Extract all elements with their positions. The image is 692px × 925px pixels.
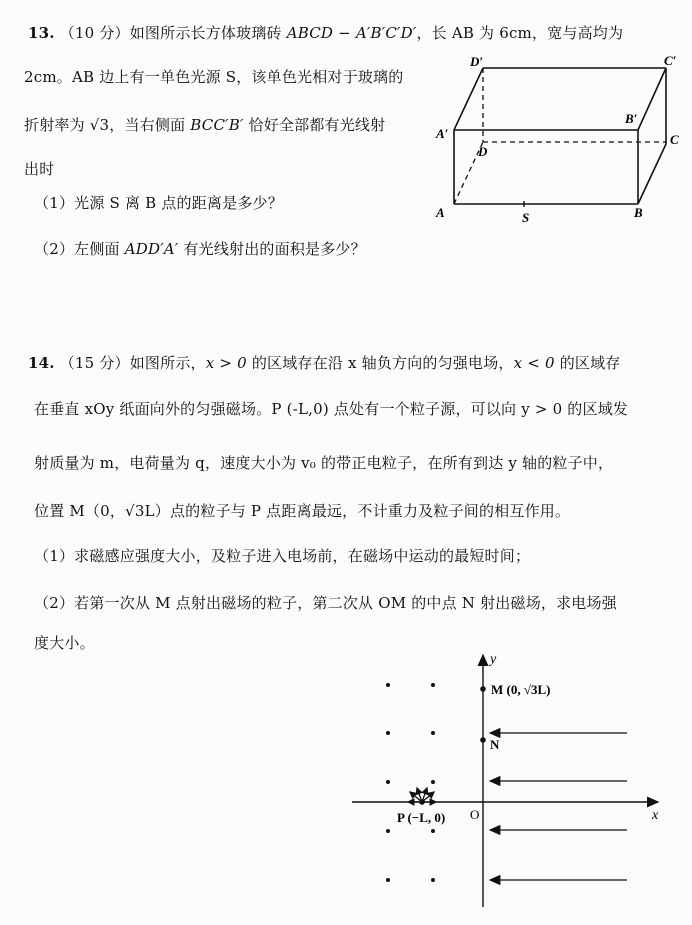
origin-label: O (470, 807, 480, 822)
q14-line4-a: 位置 M（0， (34, 502, 126, 520)
q14-line1-c: 的区域存 (554, 354, 621, 372)
q13-line-1 (28, 22, 623, 43)
q14-line-3: 射质量为 m，电荷量为 q，速度大小为 v₀ 的带正电粒子，在所有到达 y 轴的粒子中， (34, 454, 614, 472)
q13-sqrt3: √3 (89, 116, 110, 134)
label-C1: C′ (664, 53, 677, 68)
q14-line4-sqrt: √3 (125, 502, 145, 520)
edge-A1D1 (454, 68, 483, 130)
q13-line3-suffix: 恰好全部都有光线射 (243, 116, 386, 134)
b-field-dot (431, 878, 435, 882)
q13-line-3 (24, 114, 385, 135)
q14-line-4 (34, 500, 570, 521)
q13-face-left: ADD′A′ (124, 240, 179, 258)
label-B: B (634, 205, 643, 220)
q13-line3-prefix: 折射率为 (24, 116, 90, 134)
point-N-label: N (490, 737, 500, 752)
field-figure (340, 645, 670, 920)
q13-part-1: （1）光源 S 离 B 点的距离是多少？ (34, 194, 283, 212)
q14-cond2: x < 0 (513, 354, 555, 372)
q14-part-1: （1）求磁感应强度大小，及粒子进入电场前，在磁场中运动的最短时间； (34, 547, 531, 565)
label-C: C (670, 132, 679, 147)
q14-part-2b: 度大小。 (34, 634, 95, 652)
point-N (480, 737, 486, 743)
q13-stem-suffix: ，长 AB 为 6cm，宽与高均为 (416, 24, 624, 42)
q14-line-2: 在垂直 xOy 纸面向外的匀强磁场。P (-L,0) 点处有一个粒子源，可以向 y > 0 的区域发 (34, 400, 629, 418)
q13-face-right: BCC′B′ (190, 116, 244, 134)
y-axis-label: y (490, 652, 497, 667)
point-M (480, 686, 486, 692)
q13-stem-prefix: 如图所示长方体玻璃砖 (129, 24, 287, 42)
b-field-dot (431, 683, 435, 687)
q14-line4-b: L）点的粒子与 P 点距离最远，不计重力及粒子间的相互作用。 (144, 502, 571, 520)
b-field-dot (431, 780, 435, 784)
q13-line-2: 2cm。AB 边上有一单色光源 S，该单色光相对于玻璃的 (24, 68, 404, 86)
q13-brick-name: ABCD − A′B′C′D′ (286, 24, 417, 42)
label-D: D (478, 144, 488, 159)
q14-line1-b: 的区域存在沿 x 轴负方向的匀强电场， (246, 354, 514, 372)
q13-points: （10 分） (59, 24, 130, 42)
label-A1: A′ (436, 126, 449, 141)
q13-number: 13. (28, 24, 55, 42)
edge-BC (638, 144, 666, 204)
b-field-dot (431, 829, 435, 833)
q14-points: （15 分） (59, 354, 130, 372)
q13-part-2 (34, 238, 366, 259)
b-field-dot (431, 731, 435, 735)
label-S: S (522, 210, 530, 225)
q13-part2-suffix: 有光线射出的面积是多少？ (178, 240, 366, 258)
q14-line1-a: 如图所示， (129, 354, 206, 372)
b-field-dot (386, 683, 390, 687)
q14-number: 14. (28, 354, 55, 372)
q14-part-2a: （2）若第一次从 M 点射出磁场的粒子，第二次从 OM 的中点 N 射出磁场，求电场强 (34, 594, 617, 612)
q13-line3-mid: ，当右侧面 (109, 116, 191, 134)
b-field-dot (386, 829, 390, 833)
cuboid-figure (428, 52, 690, 227)
b-field-dot (386, 731, 390, 735)
point-M-label: M (0, √3L) (491, 682, 551, 697)
q14-line-1 (28, 352, 621, 373)
q13-part2-prefix: （2）左侧面 (34, 240, 125, 258)
label-D1: D′ (470, 54, 484, 69)
label-A: A (436, 205, 445, 220)
x-axis-label: x (652, 808, 659, 823)
edge-B1C1 (638, 68, 666, 130)
b-field-dot (386, 878, 390, 882)
label-B1: B′ (625, 111, 638, 126)
point-P-label: P (−L, 0) (397, 810, 446, 825)
q14-cond1: x > 0 (205, 354, 247, 372)
b-field-dot (386, 780, 390, 784)
q13-line-4: 出时 (24, 160, 55, 178)
